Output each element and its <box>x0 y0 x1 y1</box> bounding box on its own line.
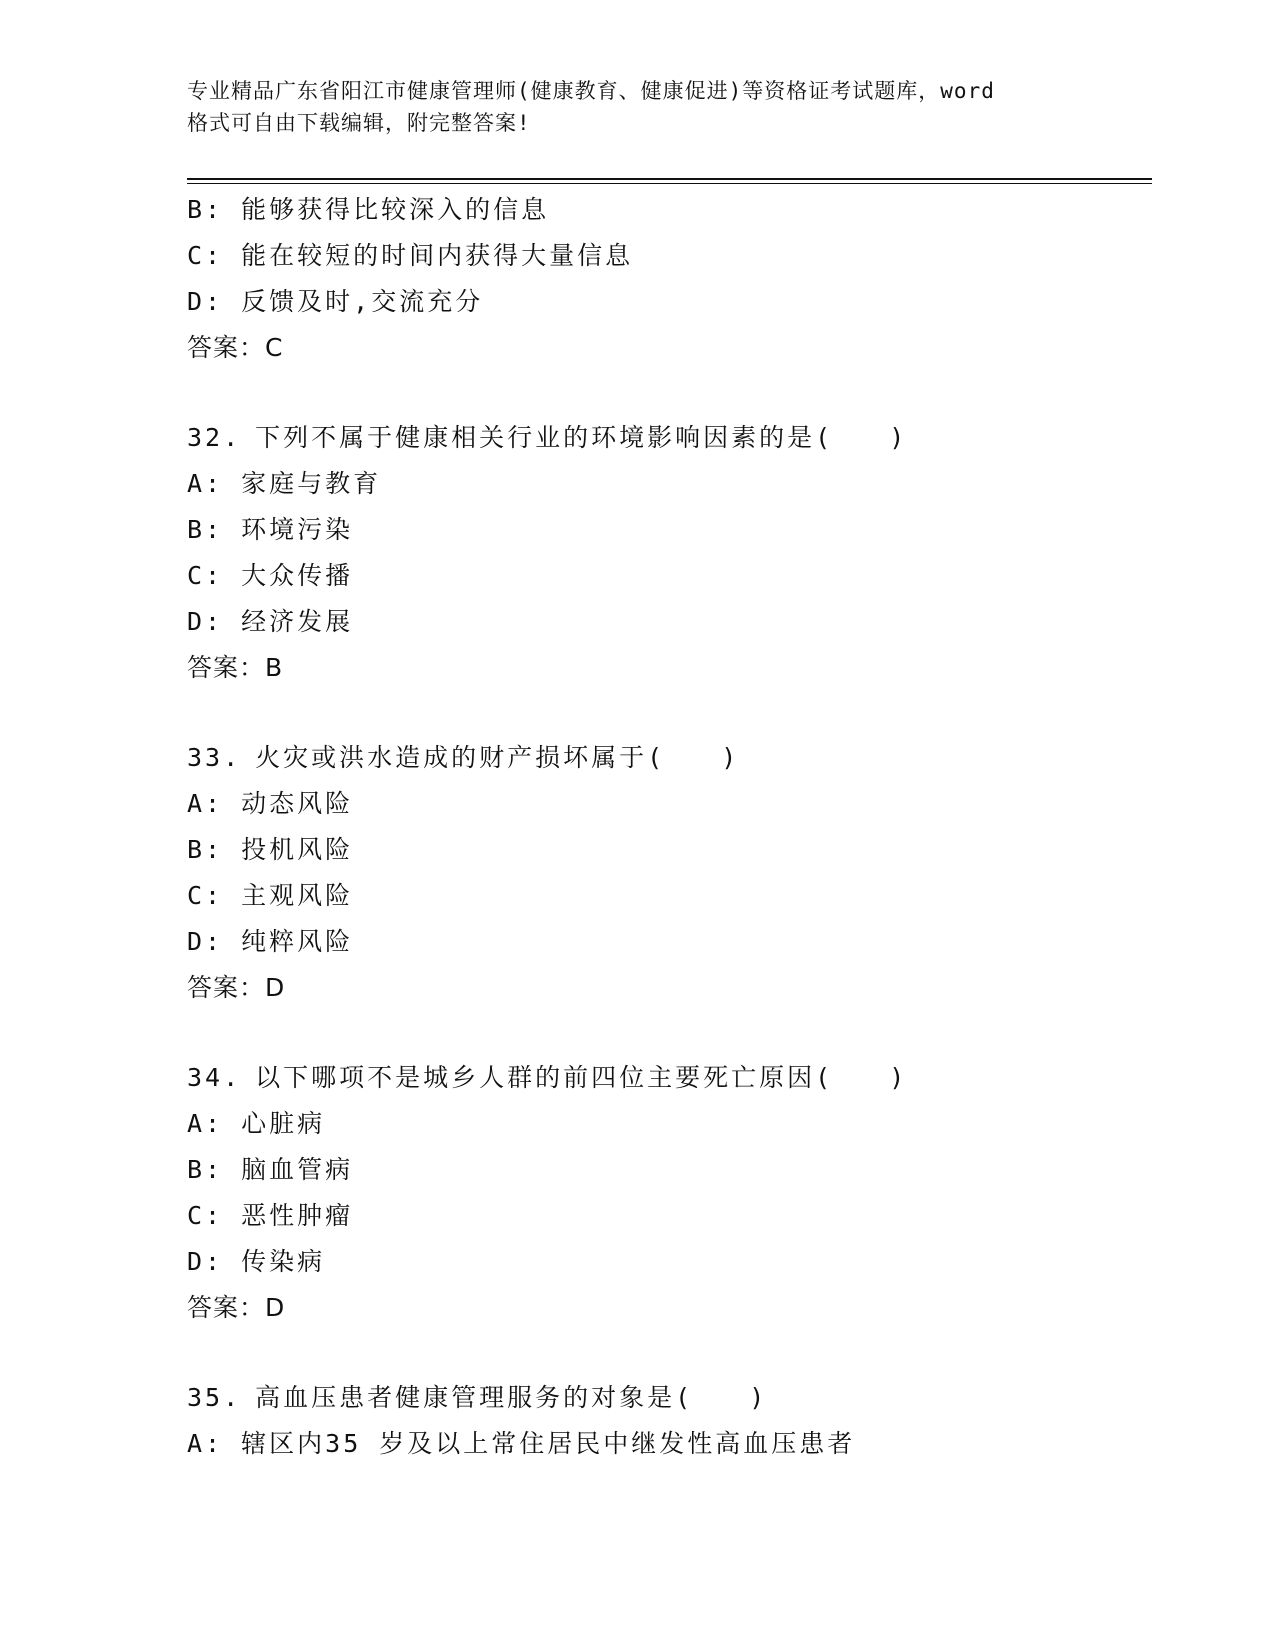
option-d: D: 经济发展 <box>187 607 354 636</box>
header-line-2: 格式可自由下载编辑，附完整答案! <box>187 111 531 135</box>
question-number: 34. <box>187 1063 242 1092</box>
option-d: D: 纯粹风险 <box>187 927 354 956</box>
question-text: 火灾或洪水造成的财产损坏属于( ) <box>255 743 740 772</box>
question-stem <box>187 415 1147 461</box>
header-line-1: 专业精品广东省阳江市健康管理师(健康教育、健康促进)等资格证考试题库，word <box>187 79 995 103</box>
answer-value: D <box>265 973 286 1002</box>
answer-value: C <box>265 333 284 362</box>
option-b: B: 脑血管病 <box>187 1155 354 1184</box>
answer-line <box>187 1285 1147 1331</box>
question-number: 33. <box>187 743 242 772</box>
option-c: C: 主观风险 <box>187 881 354 910</box>
answer-label: 答案： <box>187 653 266 682</box>
header-divider-thick <box>187 178 1152 180</box>
option-b: B: 环境污染 <box>187 515 354 544</box>
option-b: B: 能够获得比较深入的信息 <box>187 195 550 224</box>
question-block <box>187 735 1147 1011</box>
answer-label: 答案： <box>187 973 266 1002</box>
question-gap <box>187 1011 1147 1055</box>
question-text: 高血压患者健康管理服务的对象是( ) <box>255 1383 768 1412</box>
answer-label: 答案： <box>187 1293 266 1322</box>
answer-value: D <box>265 1293 286 1322</box>
option-c: C: 大众传播 <box>187 561 354 590</box>
question-gap <box>187 691 1147 735</box>
answer-line <box>187 645 1147 691</box>
question-stem <box>187 735 1147 781</box>
option-a: A: 辖区内35 岁及以上常住居民中继发性高血压患者 <box>187 1429 856 1458</box>
option-b: B: 投机风险 <box>187 835 354 864</box>
answer-label: 答案： <box>187 333 266 362</box>
answer-line <box>187 965 1147 1011</box>
document-header <box>187 75 1087 139</box>
option-d: D: 反馈及时,交流充分 <box>187 287 484 316</box>
question-number: 32. <box>187 423 242 452</box>
question-stem <box>187 1375 1147 1421</box>
option-a: A: 家庭与教育 <box>187 469 382 498</box>
answer-value: B <box>265 653 284 682</box>
prev-question-block <box>187 187 1147 371</box>
option-c: C: 能在较短的时间内获得大量信息 <box>187 241 634 270</box>
question-gap <box>187 371 1147 415</box>
header-divider-thin <box>187 183 1152 184</box>
question-block <box>187 1055 1147 1331</box>
question-gap <box>187 1331 1147 1375</box>
question-block <box>187 1375 1147 1467</box>
option-a: A: 动态风险 <box>187 789 354 818</box>
question-text: 下列不属于健康相关行业的环境影响因素的是( ) <box>255 423 908 452</box>
question-number: 35. <box>187 1383 242 1412</box>
option-c: C: 恶性肿瘤 <box>187 1201 354 1230</box>
question-stem <box>187 1055 1147 1101</box>
option-a: A: 心脏病 <box>187 1109 326 1138</box>
option-d: D: 传染病 <box>187 1247 326 1276</box>
question-list <box>187 187 1147 1467</box>
answer-line <box>187 325 1147 371</box>
question-text: 以下哪项不是城乡人群的前四位主要死亡原因( ) <box>255 1063 908 1092</box>
question-block <box>187 415 1147 691</box>
